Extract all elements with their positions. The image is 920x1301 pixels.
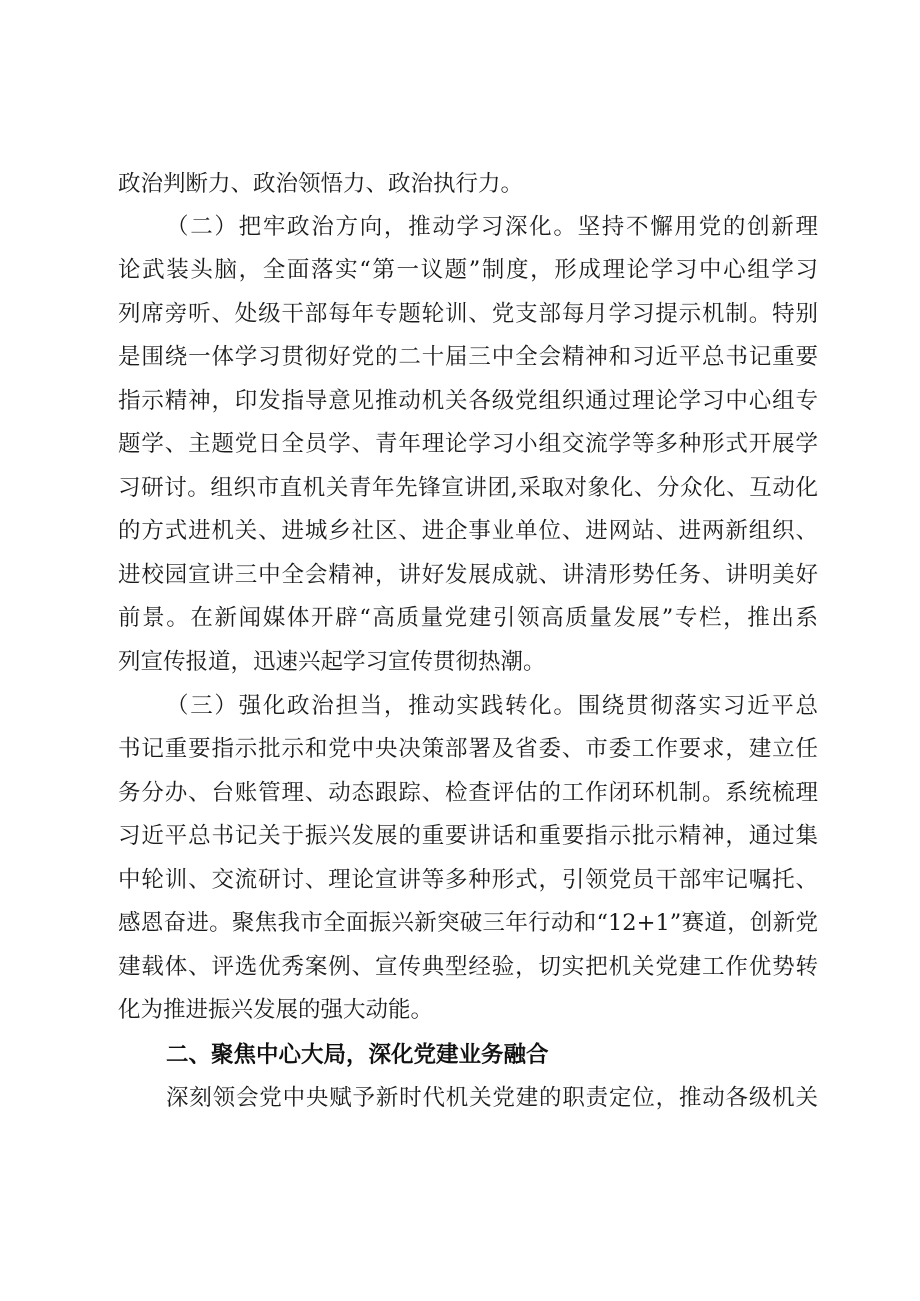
- section-3-first-line: （三）强化政治担当，推动实践转化。围绕贯彻落实习近平总: [166, 693, 818, 719]
- text-line: 政治判断力、政治领悟力、政治执行力。: [118, 171, 524, 197]
- text-line: 论武装头脑，全面落实“第一议题”制度，形成理论学习中心组学习: [118, 257, 818, 283]
- text-line: 感恩奋进。聚焦我市全面振兴新突破三年行动和“12+1”赛道，创新党: [118, 910, 818, 936]
- section-2-first-line: （二）把牢政治方向，推动学习深化。坚持不懈用党的创新理: [166, 214, 818, 240]
- text-line: 是围绕一体学习贯彻好党的二十届三中全会精神和习近平总书记重要: [118, 344, 818, 370]
- text-line: 化为推进振兴发展的强大动能。: [118, 997, 434, 1023]
- text-line: 习研讨。组织市直机关青年先锋宣讲团,采取对象化、分众化、互动化: [118, 475, 818, 501]
- text-line: 的方式进机关、进城乡社区、进企事业单位、进网站、进两新组织、: [118, 518, 818, 544]
- text-line: 指示精神，印发指导意见推动机关各级党组织通过理论学习中心组专: [118, 388, 818, 414]
- text-line: 列席旁听、处级干部每年专题轮训、党支部每月学习提示机制。特别: [118, 301, 818, 327]
- text-line: 深刻领会党中央赋予新时代机关党建的职责定位，推动各级机关: [166, 1085, 818, 1111]
- text-line: 建载体、评选优秀案例、宣传典型经验，切实把机关党建工作优势转: [118, 954, 818, 980]
- section-heading: 二、聚焦中心大局，深化党建业务融合: [166, 1042, 549, 1068]
- text-line: 题学、主题党日全员学、青年理论学习小组交流学等多种形式开展学: [118, 431, 818, 457]
- text-line: 习近平总书记关于振兴发展的重要讲话和重要指示批示精神，通过集: [118, 823, 818, 849]
- text-line: 进校园宣讲三中全会精神，讲好发展成就、讲清形势任务、讲明美好: [118, 562, 818, 588]
- text-line: 前景。在新闻媒体开辟“高质量党建引领高质量发展”专栏，推出系: [118, 605, 818, 631]
- text-line: 列宣传报道，迅速兴起学习宣传贯彻热潮。: [118, 649, 546, 675]
- text-line: 书记重要指示批示和党中央决策部署及省委、市委工作要求，建立任: [118, 736, 818, 762]
- text-line: 中轮训、交流研讨、理论宣讲等多种形式，引领党员干部牢记嘱托、: [118, 867, 818, 893]
- text-line: 务分办、台账管理、动态跟踪、检查评估的工作闭环机制。系统梳理: [118, 780, 818, 806]
